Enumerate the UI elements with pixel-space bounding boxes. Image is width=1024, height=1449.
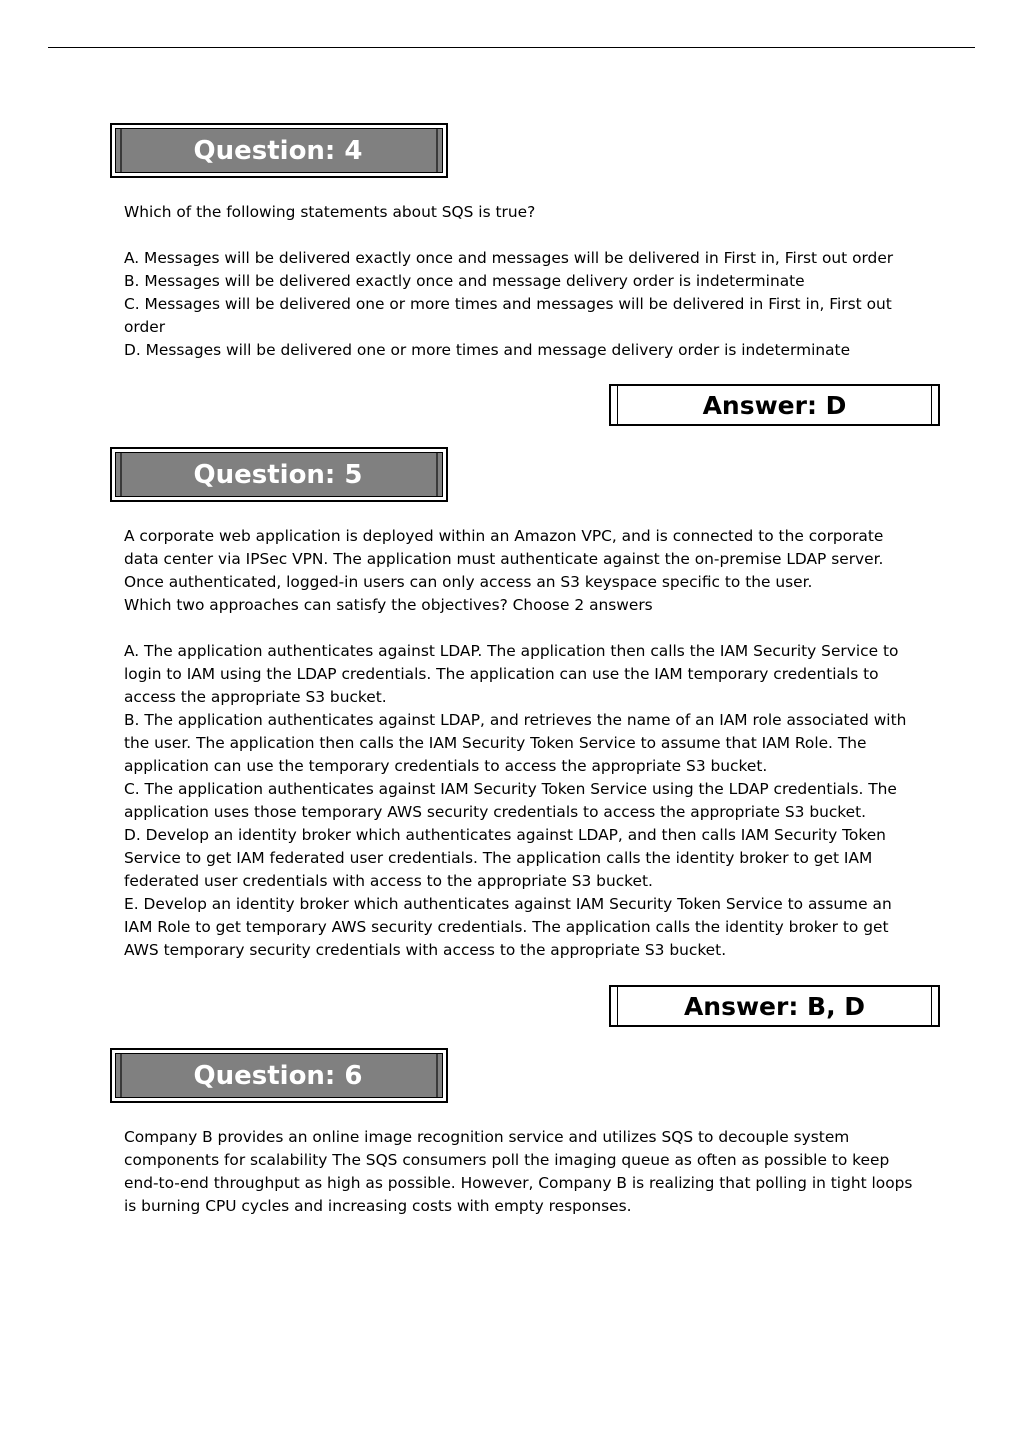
question-5-stem-prompt: Which two approaches can satisfy the objectives? Choose 2 answers [124,596,653,614]
question-4-answer-box [609,384,940,426]
question-5-option-d: D. Develop an identity broker which authenticates against LDAP, and then calls IAM Security Token Service to get IAM federated user credentials. The application calls the identity broker to get IAM federated user credentials with access to the appropriate S3 bucket. [124,826,886,890]
question-4-title: Question: 4 [193,135,363,166]
question-5-option-c: C. The application authenticates against IAM Security Token Service using the LDAP credentials. The application uses those temporary AWS security credentials to access the appropriate S3 bucket. [124,780,897,821]
question-5-option-a: A. The application authenticates against LDAP. The application then calls the IAM Security Service to login to IAM using the LDAP credentials. The application can use the IAM temporary credentials to access the appropriate S3 bucket. [124,642,899,706]
question-5-answer: Answer: B, D [683,991,866,1021]
question-6-stem: Company B provides an online image recognition service and utilizes SQS to decouple system components for scalability The SQS consumers poll the imaging queue as often as possible to keep end-to-end throughput as high as possible. However, Company B is realizing that polling in tight loops is burning CPU cycles and increasing costs with empty responses. [124,1128,913,1215]
question-4-option-a: A. Messages will be delivered exactly once and messages will be delivered in First in, First out order [124,249,894,267]
question-4-option-c: C. Messages will be delivered one or more times and messages will be delivered in First in, First out order [124,295,892,336]
question-5-stem-context: A corporate web application is deployed within an Amazon VPC, and is connected to the corporate data center via IPSec VPN. The application must authenticate against the on-premise LDAP server. Once authenticated, logged-in users can only access an S3 keyspace specific to the user. [124,527,884,591]
question-4-option-d: D. Messages will be delivered one or more times and message delivery order is indeterminate [124,341,851,359]
question-4-stem: Which of the following statements about SQS is true? [124,203,536,221]
question-4-option-b: B. Messages will be delivered exactly once and message delivery order is indeterminate [124,272,805,290]
question-5-option-e: E. Develop an identity broker which authenticates against IAM Security Token Service to assume an IAM Role to get temporary AWS security credentials. The application calls the identity broker to get AWS temporary security credentials with access to the appropriate S3 bucket. [124,895,892,959]
question-5-title: Question: 5 [193,459,363,490]
question-5-banner [110,447,448,502]
question-6-banner [110,1048,448,1103]
header-rule [48,47,975,48]
question-4-banner [110,123,448,178]
question-4-answer: Answer: D [702,390,847,420]
question-4-body [124,201,914,362]
question-5-answer-box [609,985,940,1027]
question-5-body [124,525,914,962]
question-6-title: Question: 6 [193,1060,363,1091]
question-5-option-b: B. The application authenticates against LDAP, and retrieves the name of an IAM role associated with the user. The application then calls the IAM Security Token Service to assume that IAM Role. The application can use the temporary credentials to access the appropriate S3 bucket. [124,711,907,775]
question-6-body [124,1126,914,1218]
